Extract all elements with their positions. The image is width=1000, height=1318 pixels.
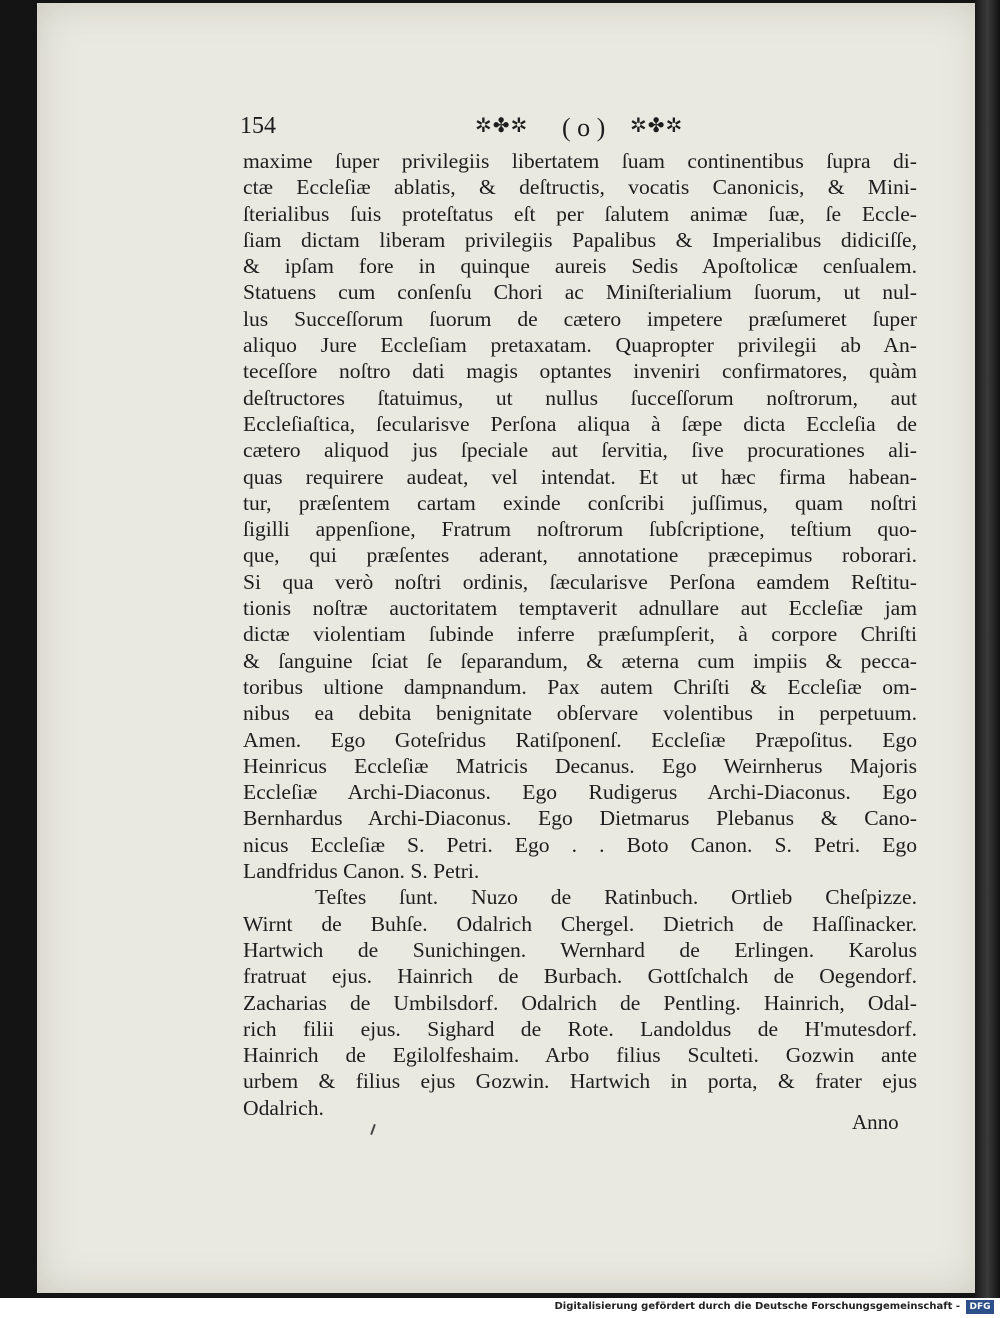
header-ornament-right: ✲✤✲ <box>630 113 684 137</box>
text-line: tur, præſentem cartam exinde conſcribi juſſimus, quam noſtri <box>243 490 917 515</box>
page-header <box>240 113 920 147</box>
funding-credit: Digitalisierung gefördert durch die Deutsche Forschungsgemeinschaft - <box>554 1301 960 1312</box>
header-ornament-left: ✲✤✲ <box>475 113 529 137</box>
text-line: deſtructores ſtatuimus, ut nullus ſucceſſorum noſtrorum, aut <box>243 385 917 410</box>
text-line: teceſſore noſtro dati magis optantes inveniri confirmatores, quàm <box>243 359 917 384</box>
footer-bar <box>0 1298 1000 1318</box>
text-line: ſterialibus ſuis proteſtatus eſt per ſalutem animæ ſuæ, ſe Eccle- <box>243 201 917 226</box>
text-line: Hainrich de Egilolfeshaim. Arbo filius Sculteti. Gozwin ante <box>243 1043 917 1068</box>
page-number: 154 <box>240 113 276 139</box>
text-line: ſiam dictam liberam privilegiis Papalibus & Imperialibus didiciſſe, <box>243 227 917 252</box>
text-line: Zacharias de Umbilsdorf. Odalrich de Pentling. Hainrich, Odal- <box>243 990 917 1015</box>
text-line: nibus ea debita benignitate obſervare volentibus in perpetuum. <box>243 701 917 726</box>
text-line: rich filii ejus. Sighard de Rote. Landoldus de H'mutesdorf. <box>243 1016 917 1041</box>
body-text <box>243 148 917 1121</box>
text-line: aliquo Jure Eccleſiam pretaxatam. Quapropter privilegii ab An- <box>243 333 917 358</box>
text-line: Heinricus Eccleſiæ Matricis Decanus. Ego Weirnherus Majoris <box>243 753 917 778</box>
text-line: ſigilli appenſione, Fratrum noſtrorum ſubſcriptione, teſtium quo- <box>243 517 917 542</box>
text-line: tionis noſtræ auctoritatem temptaverit adnullare aut Eccleſiæ jam <box>243 596 917 621</box>
dfg-logo: DFG <box>966 1300 994 1314</box>
text-line: & ſanguine ſciat ſe ſeparandum, & æterna cum impiis & pecca- <box>243 648 917 673</box>
text-line: & ipſam fore in quinque aureis Sedis Apoſtolicæ cenſualem. <box>243 254 917 279</box>
text-line: toribus ultione dampnandum. Pax autem Chriſti & Eccleſiæ om- <box>243 674 917 699</box>
text-line: ctæ Eccleſiæ ablatis, & deſtructis, vocatis Canonicis, & Mini- <box>243 175 917 200</box>
text-line: que, qui præſentes aderant, annotatione præcepimus roborari. <box>243 543 917 568</box>
text-line: Si qua verò noſtri ordinis, ſæcularisve Perſona eamdem Reſtitu- <box>243 569 917 594</box>
text-line: lus Succeſſorum ſuorum de cætero impetere præſumeret ſuper <box>243 306 917 331</box>
text-line: fratruat ejus. Hainrich de Burbach. Gottſchalch de Oegendorf. <box>243 964 917 989</box>
header-center-mark: ( o ) <box>562 113 606 142</box>
text-line: Eccleſiaſtica, ſecularisve Perſona aliqua à ſæpe dicta Eccleſia de <box>243 411 917 436</box>
text-line: Teſtes ſunt. Nuzo de Ratinbuch. Ortlieb Cheſpizze. <box>315 885 917 910</box>
text-line: Hartwich de Sunichingen. Wernhard de Erlingen. Karolus <box>243 937 917 962</box>
text-line: quas requirere audeat, vel intendat. Et ut hæc firma habean- <box>243 464 917 489</box>
text-line: Statuens cum conſenſu Chori ac Miniſterialium ſuorum, ut nul- <box>243 280 917 305</box>
text-line: nicus Eccleſiæ S. Petri. Ego . . Boto Canon. S. Petri. Ego <box>243 832 917 857</box>
text-line: Odalrich. <box>243 1095 324 1120</box>
text-line: dictæ violentiam ſubinde inferre præſumpſerit, à corpore Chriſti <box>243 622 917 647</box>
text-line: Wirnt de Buhſe. Odalrich Chergel. Dietrich de Haſſinacker. <box>243 911 917 936</box>
text-line: cætero aliquod jus ſpeciale aut ſervitia, ſive procurationes ali- <box>243 438 917 463</box>
book-gutter <box>975 0 1000 1298</box>
text-line: Amen. Ego Goteſridus Ratiſponenſ. Eccleſiæ Præpoſitus. Ego <box>243 727 917 752</box>
text-line: maxime ſuper privilegiis libertatem ſuam continentibus ſupra di- <box>243 149 917 173</box>
text-line: Bernhardus Archi-Diaconus. Ego Dietmarus Plebanus & Cano- <box>243 806 917 831</box>
text-line: Landfridus Canon. S. Petri. <box>243 859 480 884</box>
text-line: urbem & filius ejus Gozwin. Hartwich in porta, & frater ejus <box>243 1069 917 1094</box>
text-line: Eccleſiæ Archi-Diaconus. Ego Rudigerus Archi-Diaconus. Ego <box>243 780 917 805</box>
catchword: Anno <box>852 1110 899 1134</box>
